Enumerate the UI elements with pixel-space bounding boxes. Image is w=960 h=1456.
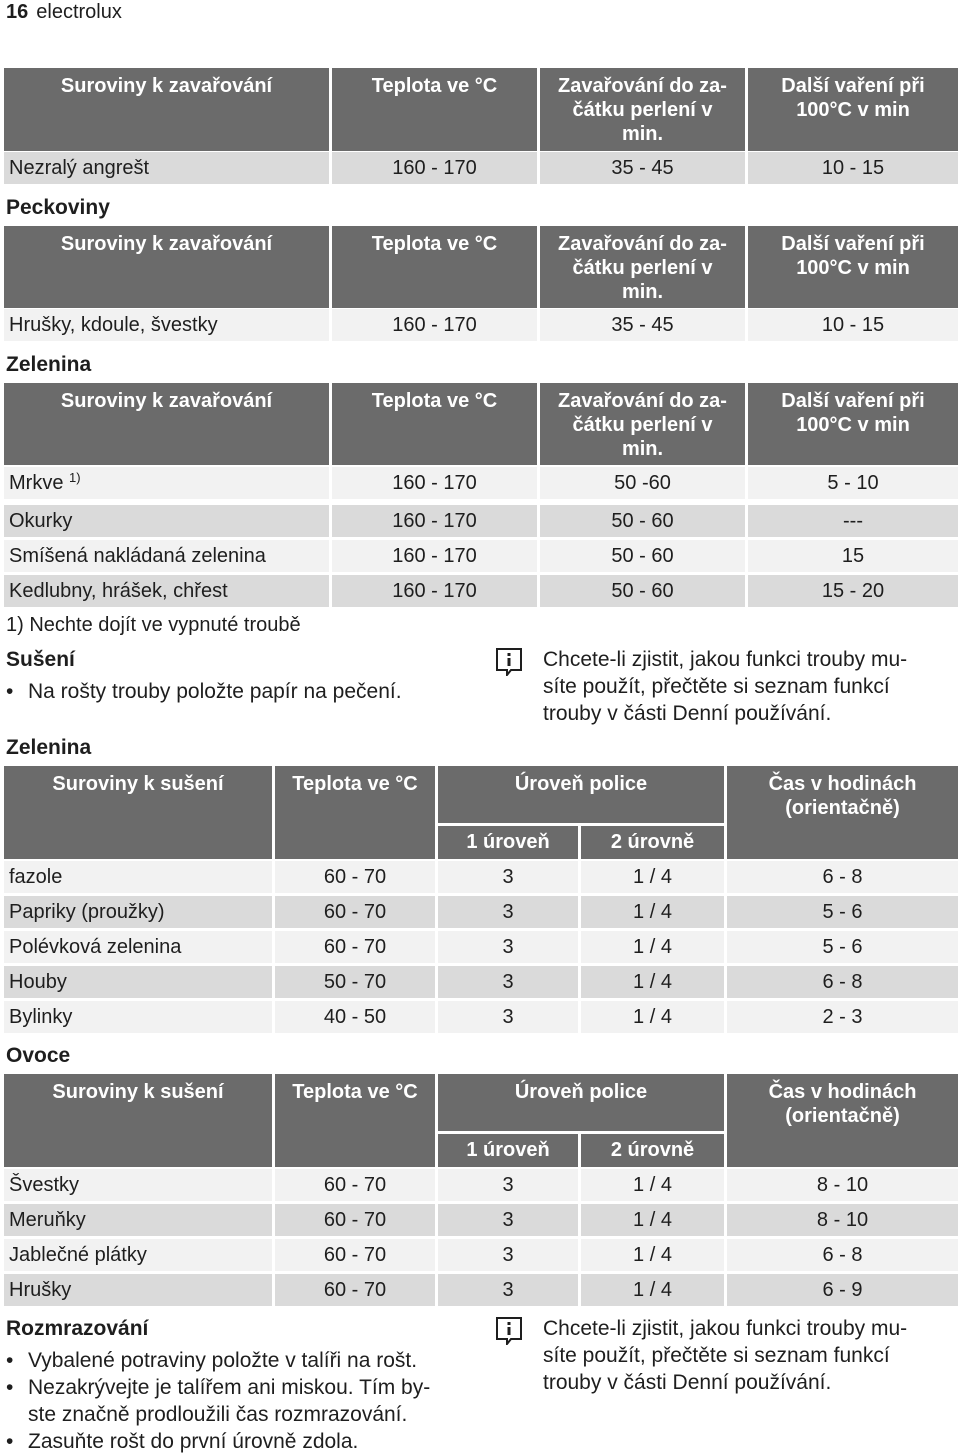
cell-surovina: Jablečné plátky bbox=[9, 1244, 147, 1266]
cell-teplota: 60 - 70 bbox=[323, 1209, 387, 1231]
cell-teplota: 60 - 70 bbox=[323, 936, 387, 958]
header-suroviny: Suroviny k zavařování bbox=[4, 226, 329, 308]
footnote: 1) Nechte dojít ve vypnuté troubě bbox=[6, 614, 301, 636]
cell-1-uroven: 3 bbox=[502, 1244, 514, 1266]
info-icon bbox=[496, 1317, 522, 1345]
cell-1-uroven: 3 bbox=[502, 971, 514, 993]
cell-zavarovani: 35 - 45 bbox=[611, 314, 674, 336]
cell-teplota: 60 - 70 bbox=[323, 1279, 387, 1301]
cell-1-uroven: 3 bbox=[502, 1006, 514, 1028]
cell-cas: 6 - 8 bbox=[822, 971, 863, 993]
cell-1-uroven: 3 bbox=[502, 1209, 514, 1231]
cell-surovina: Mrkve $^{1)}$ bbox=[9, 470, 81, 494]
section-title-rozmrazovani: Rozmrazování bbox=[6, 1317, 149, 1340]
table-row bbox=[4, 152, 958, 184]
header-suroviny: Suroviny k zavařování bbox=[4, 68, 329, 151]
cell-surovina: Houby bbox=[9, 971, 67, 993]
cell-teplota: 160 - 170 bbox=[392, 545, 477, 567]
table-header-zavarovani-1 bbox=[4, 68, 958, 151]
header-suroviny: Suroviny k sušení bbox=[4, 1074, 272, 1167]
cell-teplota: 60 - 70 bbox=[323, 1244, 387, 1266]
cell-surovina: Kedlubny, hrášek, chřest bbox=[9, 580, 228, 602]
header-zavarovani: Zavařování do za- čátku perlení v min. bbox=[540, 68, 745, 151]
cell-teplota: 160 - 170 bbox=[392, 157, 477, 179]
cell-teplota: 160 - 170 bbox=[392, 472, 477, 494]
table-header-suseni-2 bbox=[4, 1074, 958, 1167]
cell-cas: 6 - 8 bbox=[822, 1244, 863, 1266]
header-teplota: Teplota ve °C bbox=[275, 1074, 435, 1167]
header-uroven-police: Úroveň police bbox=[438, 766, 724, 859]
header-2-urovne: 2 úrovně bbox=[610, 831, 695, 853]
table-row bbox=[4, 505, 958, 537]
section-title-peckoviny: Peckoviny bbox=[6, 196, 110, 219]
cell-2-urovne: 1 / 4 bbox=[633, 1174, 672, 1196]
header-teplota: Teplota ve °C bbox=[332, 68, 537, 151]
cell-surovina: Meruňky bbox=[9, 1209, 86, 1231]
header-cas: Čas v hodinách (orientačně) bbox=[727, 1074, 958, 1167]
brand-name: electrolux bbox=[36, 1, 122, 23]
cell-cas: 6 - 9 bbox=[822, 1279, 863, 1301]
cell-dalsi: 10 - 15 bbox=[821, 314, 885, 336]
cell-dalsi: 5 - 10 bbox=[827, 472, 879, 494]
cell-surovina: Hrušky bbox=[9, 1279, 72, 1301]
section-title-suseni: Sušení bbox=[6, 648, 75, 671]
bullet-item: • Zasuňte rošt do první úrovně zdola. bbox=[28, 1428, 358, 1455]
cell-1-uroven: 3 bbox=[502, 901, 514, 923]
cell-surovina: Polévková zelenina bbox=[9, 936, 182, 958]
cell-2-urovne: 1 / 4 bbox=[633, 971, 672, 993]
cell-teplota: 40 - 50 bbox=[323, 1006, 387, 1028]
info-icon bbox=[496, 648, 522, 676]
cell-cas: 6 - 8 bbox=[822, 866, 863, 888]
cell-surovina: Bylinky bbox=[9, 1006, 73, 1028]
header-1-uroven: 1 úroveň bbox=[466, 831, 550, 853]
info-note: Chcete-li zjistit, jakou funkci trouby mu- síte použít, přečtěte si seznam funkcí trouby v části Denní používání. bbox=[543, 648, 908, 725]
cell-teplota: 160 - 170 bbox=[392, 314, 477, 336]
cell-surovina: fazole bbox=[9, 866, 63, 888]
cell-cas: 8 - 10 bbox=[816, 1209, 869, 1231]
header-dalsi-vareni: Další vaření při 100°C v min bbox=[748, 383, 958, 465]
table-row bbox=[4, 931, 958, 963]
section-title-zelenina: Zelenina bbox=[6, 353, 92, 376]
cell-surovina: Nezralý angrešt bbox=[9, 157, 150, 179]
cell-zavarovani: 50 -60 bbox=[614, 472, 671, 494]
section-title-ovoce: Ovoce bbox=[6, 1044, 71, 1067]
cell-dalsi: 15 - 20 bbox=[821, 580, 885, 602]
cell-teplota: 60 - 70 bbox=[323, 866, 387, 888]
cell-teplota: 60 - 70 bbox=[323, 901, 387, 923]
header-suroviny: Suroviny k sušení bbox=[4, 766, 272, 859]
header-zavarovani: Zavařování do za- čátku perlení v min. bbox=[540, 383, 745, 465]
cell-surovina: Smíšená nakládaná zelenina bbox=[9, 545, 266, 567]
header-teplota: Teplota ve °C bbox=[275, 766, 435, 859]
table-row bbox=[4, 1274, 958, 1306]
cell-1-uroven: 3 bbox=[502, 1279, 514, 1301]
cell-zavarovani: 50 - 60 bbox=[611, 545, 674, 567]
cell-cas: 5 - 6 bbox=[822, 936, 863, 958]
cell-teplota: 50 - 70 bbox=[323, 971, 387, 993]
header-dalsi-vareni: Další vaření při 100°C v min bbox=[748, 226, 958, 308]
header-uroven-police: Úroveň police bbox=[438, 1074, 724, 1167]
cell-2-urovne: 1 / 4 bbox=[633, 1279, 672, 1301]
table-header-suseni-1 bbox=[4, 766, 958, 859]
bullet-item: • Na rošty trouby položte papír na pečení. bbox=[28, 678, 402, 705]
cell-1-uroven: 3 bbox=[502, 936, 514, 958]
header-1-uroven: 1 úroveň bbox=[466, 1139, 550, 1161]
table-row bbox=[4, 1001, 958, 1033]
header-teplota: Teplota ve °C bbox=[332, 226, 537, 308]
cell-2-urovne: 1 / 4 bbox=[633, 901, 672, 923]
section-title-zelenina: Zelenina bbox=[6, 736, 92, 759]
cell-zavarovani: 50 - 60 bbox=[611, 510, 674, 532]
cell-dalsi: 15 bbox=[841, 545, 865, 567]
cell-teplota: 60 - 70 bbox=[323, 1174, 387, 1196]
header-teplota: Teplota ve °C bbox=[332, 383, 537, 465]
cell-2-urovne: 1 / 4 bbox=[633, 866, 672, 888]
table-row bbox=[4, 575, 958, 607]
cell-1-uroven: 3 bbox=[502, 1174, 514, 1196]
header-cas: Čas v hodinách (orientačně) bbox=[727, 766, 958, 859]
table-row bbox=[4, 467, 958, 499]
table-row bbox=[4, 540, 958, 572]
cell-teplota: 160 - 170 bbox=[392, 510, 477, 532]
cell-teplota: 160 - 170 bbox=[392, 580, 477, 602]
table-row bbox=[4, 896, 958, 928]
table-row bbox=[4, 309, 958, 341]
cell-zavarovani: 50 - 60 bbox=[611, 580, 674, 602]
table-row bbox=[4, 1169, 958, 1201]
bullet-item: • Nezakrývejte je talířem ani miskou. Tím by- ste značně prodloužili čas rozmrazování. bbox=[28, 1374, 430, 1428]
header-zavarovani: Zavařování do za- čátku perlení v min. bbox=[540, 226, 745, 308]
header-2-urovne: 2 úrovně bbox=[610, 1139, 695, 1161]
cell-cas: 5 - 6 bbox=[822, 901, 863, 923]
page-header bbox=[6, 0, 122, 24]
page-number: 16 bbox=[6, 1, 29, 23]
table-row bbox=[4, 1204, 958, 1236]
cell-surovina: Švestky bbox=[9, 1174, 80, 1196]
header-suroviny: Suroviny k zavařování bbox=[4, 383, 329, 465]
cell-zavarovani: 35 - 45 bbox=[611, 157, 674, 179]
table-row bbox=[4, 1239, 958, 1271]
info-note: Chcete-li zjistit, jakou funkci trouby mu- síte použít, přečtěte si seznam funkcí trouby v části Denní používání. bbox=[543, 1317, 908, 1394]
cell-surovina: Hrušky, kdoule, švestky bbox=[9, 314, 218, 336]
cell-2-urovne: 1 / 4 bbox=[633, 1006, 672, 1028]
header-dalsi-vareni: Další vaření při 100°C v min bbox=[748, 68, 958, 151]
cell-dalsi: --- bbox=[843, 510, 863, 532]
table-row bbox=[4, 861, 958, 893]
table-row bbox=[4, 966, 958, 998]
cell-surovina: Okurky bbox=[9, 510, 73, 532]
cell-2-urovne: 1 / 4 bbox=[633, 936, 672, 958]
cell-dalsi: 10 - 15 bbox=[821, 157, 885, 179]
cell-surovina: Papriky (proužky) bbox=[9, 901, 165, 923]
cell-1-uroven: 3 bbox=[502, 866, 514, 888]
table-header-zavarovani-2 bbox=[4, 226, 958, 308]
table-header-zavarovani-3 bbox=[4, 383, 958, 465]
bullet-item: • Vybalené potraviny položte v talíři na rošt. bbox=[28, 1347, 417, 1374]
cell-cas: 2 - 3 bbox=[822, 1006, 863, 1028]
cell-2-urovne: 1 / 4 bbox=[633, 1209, 672, 1231]
cell-cas: 8 - 10 bbox=[816, 1174, 869, 1196]
cell-2-urovne: 1 / 4 bbox=[633, 1244, 672, 1266]
footnote-marker: 1) bbox=[69, 470, 81, 485]
